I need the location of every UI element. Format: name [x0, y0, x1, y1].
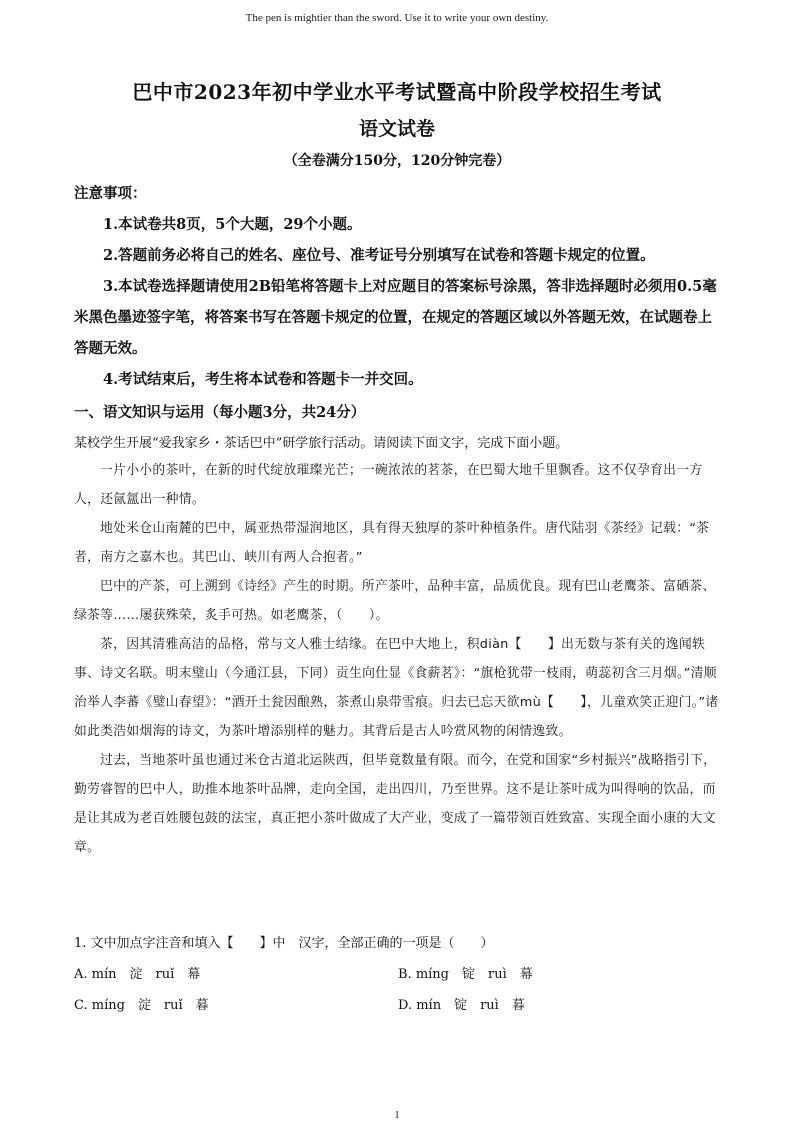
notice-block — [74, 178, 724, 395]
notice-heading: 注意事项： — [74, 185, 147, 202]
section-title: 一、语文知识与运用（每小题3分，共24分） — [74, 404, 366, 421]
exam-info: （全卷满分150分，120分钟完卷） — [283, 153, 511, 169]
exam-title: 巴中市2023年初中学业水平考试暨高中阶段学校招生考试 — [132, 80, 662, 104]
exam-subtitle: 语文试卷 — [358, 118, 435, 140]
passage-paragraph: 过去，当地茶叶虽也通过米仓古道北运陕西，但毕竟数量有限。而今，在党和国家“乡村振兴”战略指引下，勤劳睿智的巴中人，助推本地茶叶品牌，走向全国，走出四川，乃至世界。这不是让茶叶成为叫得响的饮品，而是让其成为老百姓腰包鼓的法宝，真正把小茶叶做成了大产业，变成了一篇带领百姓致富、实现全面小康的大文章。 — [74, 753, 717, 855]
passage-paragraph: 茶，因其清雅高洁的品格，常与文人雅士结缘。在巴中大地上，积diàn【 】出无数与茶有关的逸闻轶事、诗文名联。明末璧山（今通江县，下同）贡生向仕显《食薪茗》：“旗枪犹带一枝雨，萌蕊初含三月烟。”清顺治举人李蕃《璧山春望》：“酒开土瓮因酿熟，茶煮山泉带雪痕。归去已忘天欲mù【 】，儿童欢笑正迎门。”诸如此类浩如烟海的诗文，为茶叶增添别样的魅力。其背后是古人吟赏风物的闲情逸致。 — [74, 637, 719, 739]
page-header-motto: The pen is mightier than the sword. Use it to write your own destiny. — [245, 12, 549, 24]
notice-item: 2.答题前务必将自己的姓名、座位号、准考证号分别填写在试卷和答题卡规定的位置。 — [103, 247, 655, 264]
option-d: D. mín 锭 ruì 暮 — [398, 998, 525, 1013]
notice-item: 4.考试结束后，考生将本试卷和答题卡一并交回。 — [103, 371, 423, 388]
passage-paragraph: 地处米仓山南麓的巴中，属亚热带湿润地区，具有得天独厚的茶叶种植条件。唐代陆羽《茶经》记载：“茶者，南方之嘉木也。其巴山、峡川有两人合抱者。” — [74, 521, 710, 565]
page-number: 1 — [394, 1110, 400, 1121]
notice-item: 1.本试卷共8页，5个大题，29个小题。 — [103, 216, 362, 233]
option-b: B. míng 锭 ruì 幕 — [398, 967, 533, 982]
option-a: A. mín 淀 ruǐ 幕 — [74, 967, 201, 982]
option-c: C. míng 淀 ruǐ 暮 — [74, 998, 209, 1013]
reading-intro: 某校学生开展“爱我家乡・茶话巴中”研学旅行活动。请阅读下面文字，完成下面小题。 — [74, 436, 569, 451]
passage-paragraph: 巴中的产茶，可上溯到《诗经》产生的时期。所产茶叶，品种丰富，品质优良。现有巴山老鹰茶、富硒茶、绿茶等……屡获殊荣，炙手可热。如老鹰茶，（ ）。 — [74, 579, 716, 623]
notice-item: 3.本试卷选择题请使用2B铅笔将答题卡上对应题目的答案标号涂黑，答非选择题时必须用0.5毫米黑色墨迹签字笔，将答案书写在答题卡规定的位置，在规定的答题区域以外答题无效，在试题卷上答题无效。 — [74, 278, 717, 357]
passage-paragraph: 一片小小的茶叶，在新的时代绽放璀璨光芒；一碗浓浓的茗茶，在巴蜀大地千里飘香。这不仅孕育出一方人，还氤氲出一种情。 — [74, 463, 703, 507]
reading-passage — [74, 456, 724, 862]
question-stem: 1. 文中加点字注音和填入【 】中 汉字，全部正确的一项是（ ） — [74, 936, 494, 951]
